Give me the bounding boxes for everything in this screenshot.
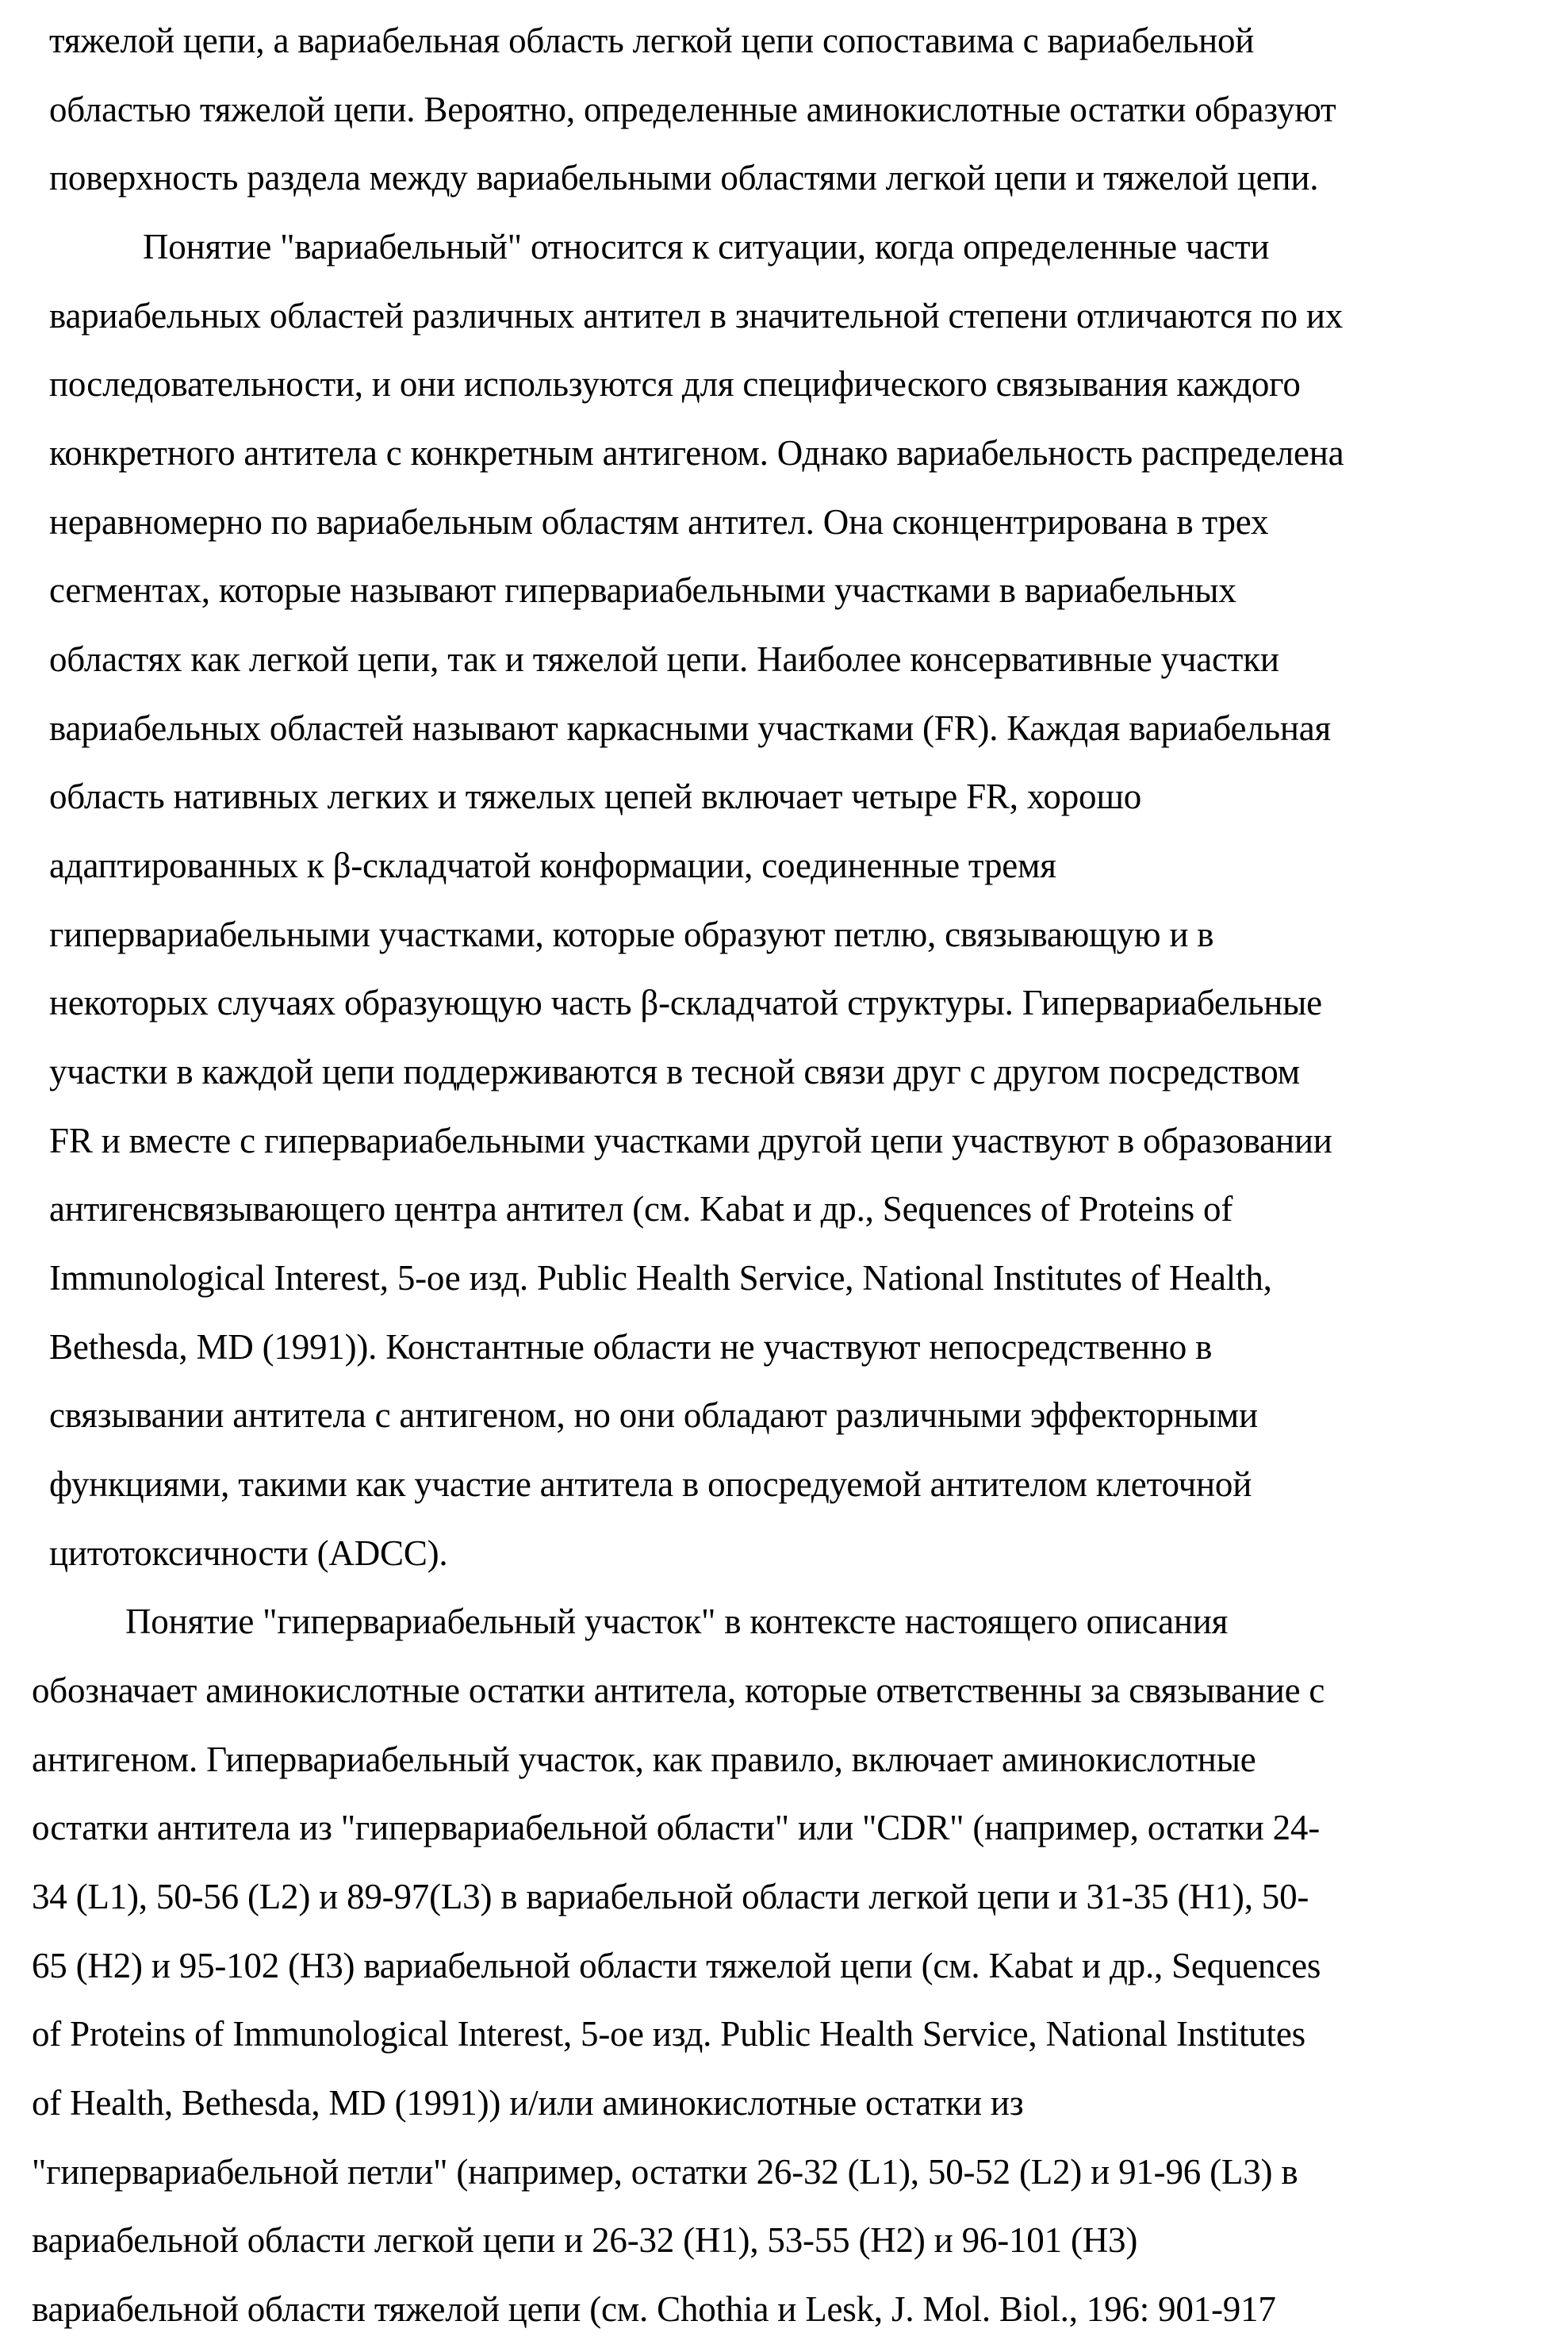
- text-line: областью тяжелой цепи. Вероятно, определенные аминокислотные остатки образуют: [49, 90, 1336, 129]
- text-line: связывании антитела с антигеном, но они обладают различными эффекторными: [49, 1395, 1258, 1435]
- text-line: FR и вместе с гипервариабельными участками другой цепи участвуют в образовании: [49, 1121, 1332, 1160]
- text-line: антигенсвязывающего центра антител (см. Kabat и др., Sequences of Proteins of: [49, 1189, 1233, 1229]
- paragraph-first-line: Понятие "вариабельный" относится к ситуации, когда определенные части: [143, 227, 1270, 267]
- text-line: конкретного антитела с конкретным антигеном. Однако вариабельность распределена: [49, 433, 1344, 473]
- text-line: областях как легкой цепи, так и тяжелой цепи. Наиболее консервативные участки: [49, 639, 1279, 679]
- text-line: вариабельной области тяжелой цепи (см. Chothia и Lesk, J. Mol. Biol., 196: 901-917: [32, 2289, 1276, 2329]
- text-line: вариабельных областей называют каркасными участками (FR). Каждая вариабельная: [49, 708, 1332, 748]
- text-line: Bethesda, MD (1991)). Константные области не участвуют непосредственно в: [49, 1327, 1213, 1367]
- text-line: обозначает аминокислотные остатки антитела, которые ответственны за связывание с: [32, 1671, 1325, 1710]
- text-line: остатки антитела из "гипервариабельной области" или "CDR" (например, остатки 24-: [32, 1808, 1320, 1847]
- text-line: 65 (H2) и 95-102 (H3) вариабельной области тяжелой цепи (см. Kabat и др., Sequences: [32, 1946, 1321, 1985]
- text-line: Immunological Interest, 5-ое изд. Public Health Service, National Institutes of Health,: [49, 1258, 1272, 1298]
- text-line: некоторых случаях образующую часть β-складчатой структуры. Гипервариабельные: [49, 983, 1322, 1022]
- text-line: of Proteins of Immunological Interest, 5-ое изд. Public Health Service, National Institutes: [32, 2014, 1305, 2054]
- text-line: антигеном. Гипервариабельный участок, как правило, включает аминокислотные: [32, 1740, 1256, 1779]
- text-line: сегментах, которые называют гипервариабельными участками в вариабельных: [49, 570, 1236, 610]
- text-line: неравномерно по вариабельным областям антител. Она сконцентрирована в трех: [49, 502, 1269, 542]
- text-line: вариабельной области легкой цепи и 26-32 (H1), 53-55 (H2) и 96-101 (H3): [32, 2220, 1138, 2260]
- text-line: вариабельных областей различных антител в значительной степени отличаются по их: [49, 296, 1344, 336]
- text-line: of Health, Bethesda, MD (1991)) и/или аминокислотные остатки из: [32, 2083, 1024, 2123]
- text-line: функциями, такими как участие антитела в опосредуемой антителом клеточной: [49, 1464, 1252, 1504]
- text-line: тяжелой цепи, а вариабельная область легкой цепи сопоставима с вариабельной: [49, 21, 1255, 60]
- text-line: 34 (L1), 50-56 (L2) и 89-97(L3) в вариабельной области легкой цепи и 31-35 (H1), 50-: [32, 1877, 1309, 1916]
- text-line: область нативных легких и тяжелых цепей включает четыре FR, хорошо: [49, 777, 1142, 816]
- text-line: поверхность раздела между вариабельными областями легкой цепи и тяжелой цепи.: [49, 158, 1319, 198]
- paragraph-first-line: Понятие "гипервариабельный участок" в контексте настоящего описания: [125, 1602, 1229, 1641]
- text-line: адаптированных к β-складчатой конформации, соединенные тремя: [49, 846, 1056, 885]
- text-line: участки в каждой цепи поддерживаются в тесной связи друг с другом посредством: [49, 1052, 1300, 1091]
- text-line: гипервариабельными участками, которые образуют петлю, связывающую и в: [49, 915, 1214, 954]
- text-line: цитотоксичности (ADCC).: [49, 1533, 448, 1573]
- text-line: "гипервариабельной петли" (например, остатки 26-32 (L1), 50-52 (L2) и 91-96 (L3) в: [32, 2152, 1298, 2192]
- text-line: последовательности, и они используются для специфического связывания каждого: [49, 364, 1301, 404]
